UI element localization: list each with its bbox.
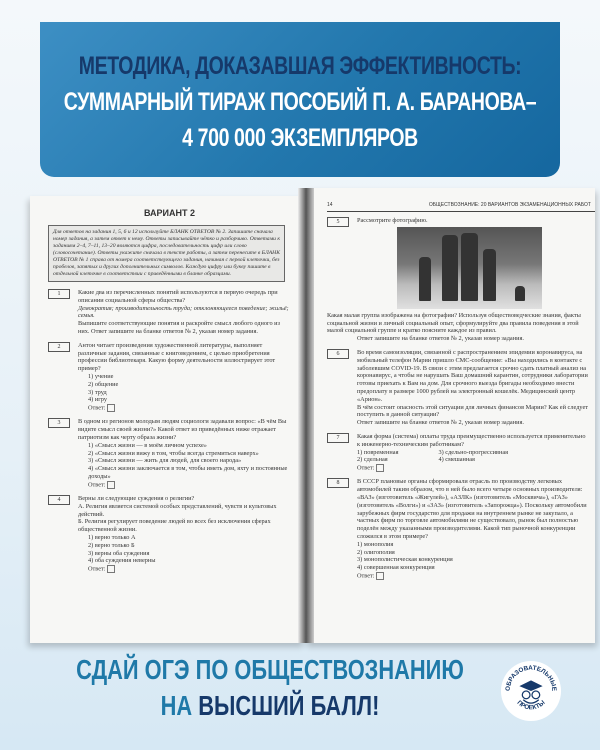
question-text: Антон читает произведения художественной литературы, выполняет различные задания, связанные с книговедением, с целью приобретения профессии библиотекаря. Какую форму деятельности иллюстрирует этот пример? bbox=[78, 341, 276, 373]
answer-box bbox=[107, 404, 115, 412]
headline-line-1: МЕТОДИКА, ДОКАЗАВШАЯ ЭФФЕКТИВНОСТЬ: bbox=[78, 52, 522, 80]
slogan-na: НА bbox=[160, 690, 193, 721]
question-number: 2 bbox=[48, 342, 70, 352]
family-photo bbox=[397, 227, 542, 309]
answer-box bbox=[107, 481, 115, 489]
photo-figure bbox=[461, 233, 478, 301]
variant-title: ВАРИАНТ 2 bbox=[143, 208, 196, 218]
answer-field bbox=[78, 565, 291, 573]
question-extra: Демократия; производительность труда; отклоняющееся поведение; жильё; семья. bbox=[78, 304, 289, 320]
question-number: 5 bbox=[327, 217, 349, 227]
question-1 bbox=[48, 289, 291, 336]
slogan-highlight: ВЫСШИЙ БАЛЛ! bbox=[198, 690, 380, 721]
statement-b: Б. Религия регулирует поведение людей во всех без исключения сферах общественной жизни. bbox=[78, 518, 271, 534]
page-number: 14 bbox=[327, 202, 333, 208]
option: 1) повременная bbox=[357, 448, 399, 456]
question-8 bbox=[327, 478, 595, 580]
running-head-title: ОБЩЕСТВОЗНАНИЕ: 20 ВАРИАНТОВ ЭКЗАМЕНАЦИОННЫХ РАБОТ bbox=[428, 202, 591, 208]
question-number: 7 bbox=[327, 433, 349, 443]
book-spine bbox=[298, 188, 314, 643]
option: 3) «Смысл жизни — жить для людей, для своего народа» bbox=[88, 457, 242, 465]
question-text: В одном из регионов молодым людям социологи задавали вопрос: «В чём Вы видите смысл своей жизни?» Какой ответ из приведённых ниже отражает патриотизм как черту образа жизни? bbox=[78, 418, 287, 441]
option: 2) общение bbox=[88, 380, 119, 388]
question-number: 6 bbox=[327, 349, 349, 359]
option: 4) игру bbox=[88, 396, 107, 404]
option: 1) «Смысл жизни — в моём личном успехе» bbox=[88, 441, 207, 449]
question-4 bbox=[48, 495, 291, 573]
question-2 bbox=[48, 342, 291, 413]
instructions-box: Для ответов на задания 1, 5, 6 и 12 используйте БЛАНК ОТВЕТОВ № 2. Запишите сначала номер задания, а затем ответ к нему. Ответы записывайте чётко и разборчиво. Ответами к заданиям 2–4, 7–11, 13–20 являются цифра, последовательность цифр или слово (словосочетание). Ответы укажите сначала в тексте работы, а затем перенесите в БЛАНК ОТВЕТОВ № 1 справа от номера соответствующего задания, начиная с первой клеточки, без пробелов, запятых и других дополнительных символов. Каждую цифру или букву пишите в отдельной клеточке в соответствии с приведёнными в бланке образцами. bbox=[48, 225, 285, 282]
question-6 bbox=[327, 349, 595, 427]
options-grid bbox=[357, 449, 589, 465]
question-text: Какие два из перечисленных понятий используются в первую очередь при описании социальной сферы общества? bbox=[78, 289, 278, 304]
option: 3) труд bbox=[88, 388, 107, 396]
left-page bbox=[30, 196, 305, 643]
photo-dog bbox=[515, 286, 525, 301]
question-text: Какая форма (система) оплаты труда преимущественно используется применительно к инженерно-техническим работникам? bbox=[357, 432, 586, 448]
option: 4) совершенная конкуренция bbox=[357, 564, 435, 572]
option: 1) верно только А bbox=[88, 534, 136, 542]
headline-banner bbox=[40, 22, 560, 177]
answer-label: Ответ: bbox=[88, 481, 106, 489]
option: 4) «Смысл жизни заключается в том, чтобы иметь дом, яхту и постоянные доходы» bbox=[88, 465, 288, 480]
option: 3) монополистическая конкуренция bbox=[357, 556, 453, 564]
question-text: В СССР плановые органы сформировали отрасль по производству легковых автомобилей таким образом, что в ней было всего четыре основных производителя: «ВАЗ» (изготовитель «Жигулей»), «АЗЛК» (изготовитель «Москвича»), «ГАЗ» (изготовитель «Волги») и «ЗАЗ» (изготовитель «Запорожца»). Поскольку автомобили зарубежных фирм государство для продажи на внутреннем рынке не закупало, а частных фирм по торговле автомобилями не существовало, рынок был полностью поделён между указанными производителями. Какой тип рыночной конкуренции сложился в этом примере? bbox=[357, 478, 587, 540]
question-text: Какая малая группа изображена на фотографии? Используя обществоведческие знания, факты социальной жизни и личный социальный опыт, сформулируйте два правила поведения в этой малой социальной группе и кратко поясните каждое из правил. bbox=[327, 311, 581, 335]
option: 1) монополия bbox=[357, 540, 394, 548]
running-header bbox=[327, 202, 595, 212]
answer-field bbox=[357, 572, 589, 580]
option: 2) «Смысл жизни вижу в том, чтобы всегда стремиться наверх» bbox=[88, 449, 259, 457]
question-note: Ответ запишите на бланке ответов № 2, указав номер задания. bbox=[357, 419, 524, 427]
logo-text-top: ОБРАЗОВАТЕЛЬНЫЕ bbox=[504, 664, 558, 692]
answer-label: Ответ: bbox=[88, 404, 106, 412]
answer-label: Ответ: bbox=[357, 572, 375, 580]
question-number: 3 bbox=[48, 418, 70, 428]
photo-figure bbox=[483, 249, 496, 301]
statement-a: А. Религия является системой особых представлений, чувств и культовых действий. bbox=[78, 502, 277, 518]
slogan-line-1: СДАЙ ОГЭ ПО ОБЩЕСТВОЗНАНИЮ bbox=[76, 654, 464, 685]
publisher-logo-icon bbox=[500, 660, 562, 722]
answer-box bbox=[107, 565, 115, 573]
question-note: Ответ запишите на бланке ответов № 2, указав номер задания. bbox=[357, 335, 524, 343]
question-7 bbox=[327, 433, 595, 472]
photo-figure bbox=[419, 257, 431, 301]
question-number: 8 bbox=[327, 478, 349, 488]
question-prompt: В чём состоит опасность этой ситуации для личных финансов Марии? Как ей следует поступить в данной ситуации? bbox=[357, 403, 589, 419]
question-number: 1 bbox=[48, 289, 70, 299]
question-text: Верны ли следующие суждения о религии? bbox=[78, 495, 195, 503]
option: 3) верны оба суждения bbox=[88, 549, 150, 557]
open-book bbox=[30, 188, 595, 646]
option: 2) олигополия bbox=[357, 548, 395, 556]
answer-field bbox=[78, 404, 291, 412]
question-intro: Рассмотрите фотографию. bbox=[357, 217, 428, 224]
question-3 bbox=[48, 418, 291, 489]
option: 1) учение bbox=[88, 372, 114, 380]
option: 4) оба суждения неверны bbox=[88, 557, 156, 565]
answer-field bbox=[78, 481, 291, 489]
answer-label: Ответ: bbox=[88, 565, 106, 573]
answer-label: Ответ: bbox=[357, 464, 375, 472]
question-5 bbox=[327, 217, 595, 343]
option: 4) смешанная bbox=[438, 456, 475, 464]
answer-box bbox=[376, 464, 384, 472]
answer-field bbox=[357, 464, 589, 472]
photo-figure bbox=[442, 235, 458, 301]
headline-line-2: СУММАРНЫЙ ТИРАЖ ПОСОБИЙ П. А. БАРАНОВА– bbox=[63, 88, 537, 116]
headline-line-3: 4 700 000 ЭКЗЕМПЛЯРОВ bbox=[182, 124, 418, 152]
question-number: 4 bbox=[48, 495, 70, 505]
right-page bbox=[305, 188, 595, 643]
answer-box bbox=[376, 572, 384, 580]
option: 2) сдельная bbox=[357, 456, 388, 464]
option: 2) верно только Б bbox=[88, 541, 135, 549]
question-text: Во время самоизоляции, связанной с распространением эпидемии коронавируса, на мобильный телефон Марии пришло СМС-сообщение: «Вы находились в контакте с заболевшим COVID-19. В связи с этим предлагается срочно сдать платный анализ на коронавирус, а чтобы не нарушать Ваш домашний карантин, сотрудники лаборатории готовы приехать к Вам на дом. Для срочного выезда бригады необходимо внести предоплату в размере 1000 рублей на электронный кошелёк. Медицинский центр «Арион». bbox=[357, 348, 588, 403]
slogan bbox=[0, 652, 540, 724]
option: 3) сдельно-прогрессивная bbox=[438, 448, 509, 456]
logo-text-bottom: ПРОЕКТЫ bbox=[515, 699, 547, 712]
question-note: Выпишите соответствующие понятия и раскройте смысл любого одного из них. Ответ запишите на бланке ответов № 2, указав номер задания. bbox=[78, 320, 281, 335]
